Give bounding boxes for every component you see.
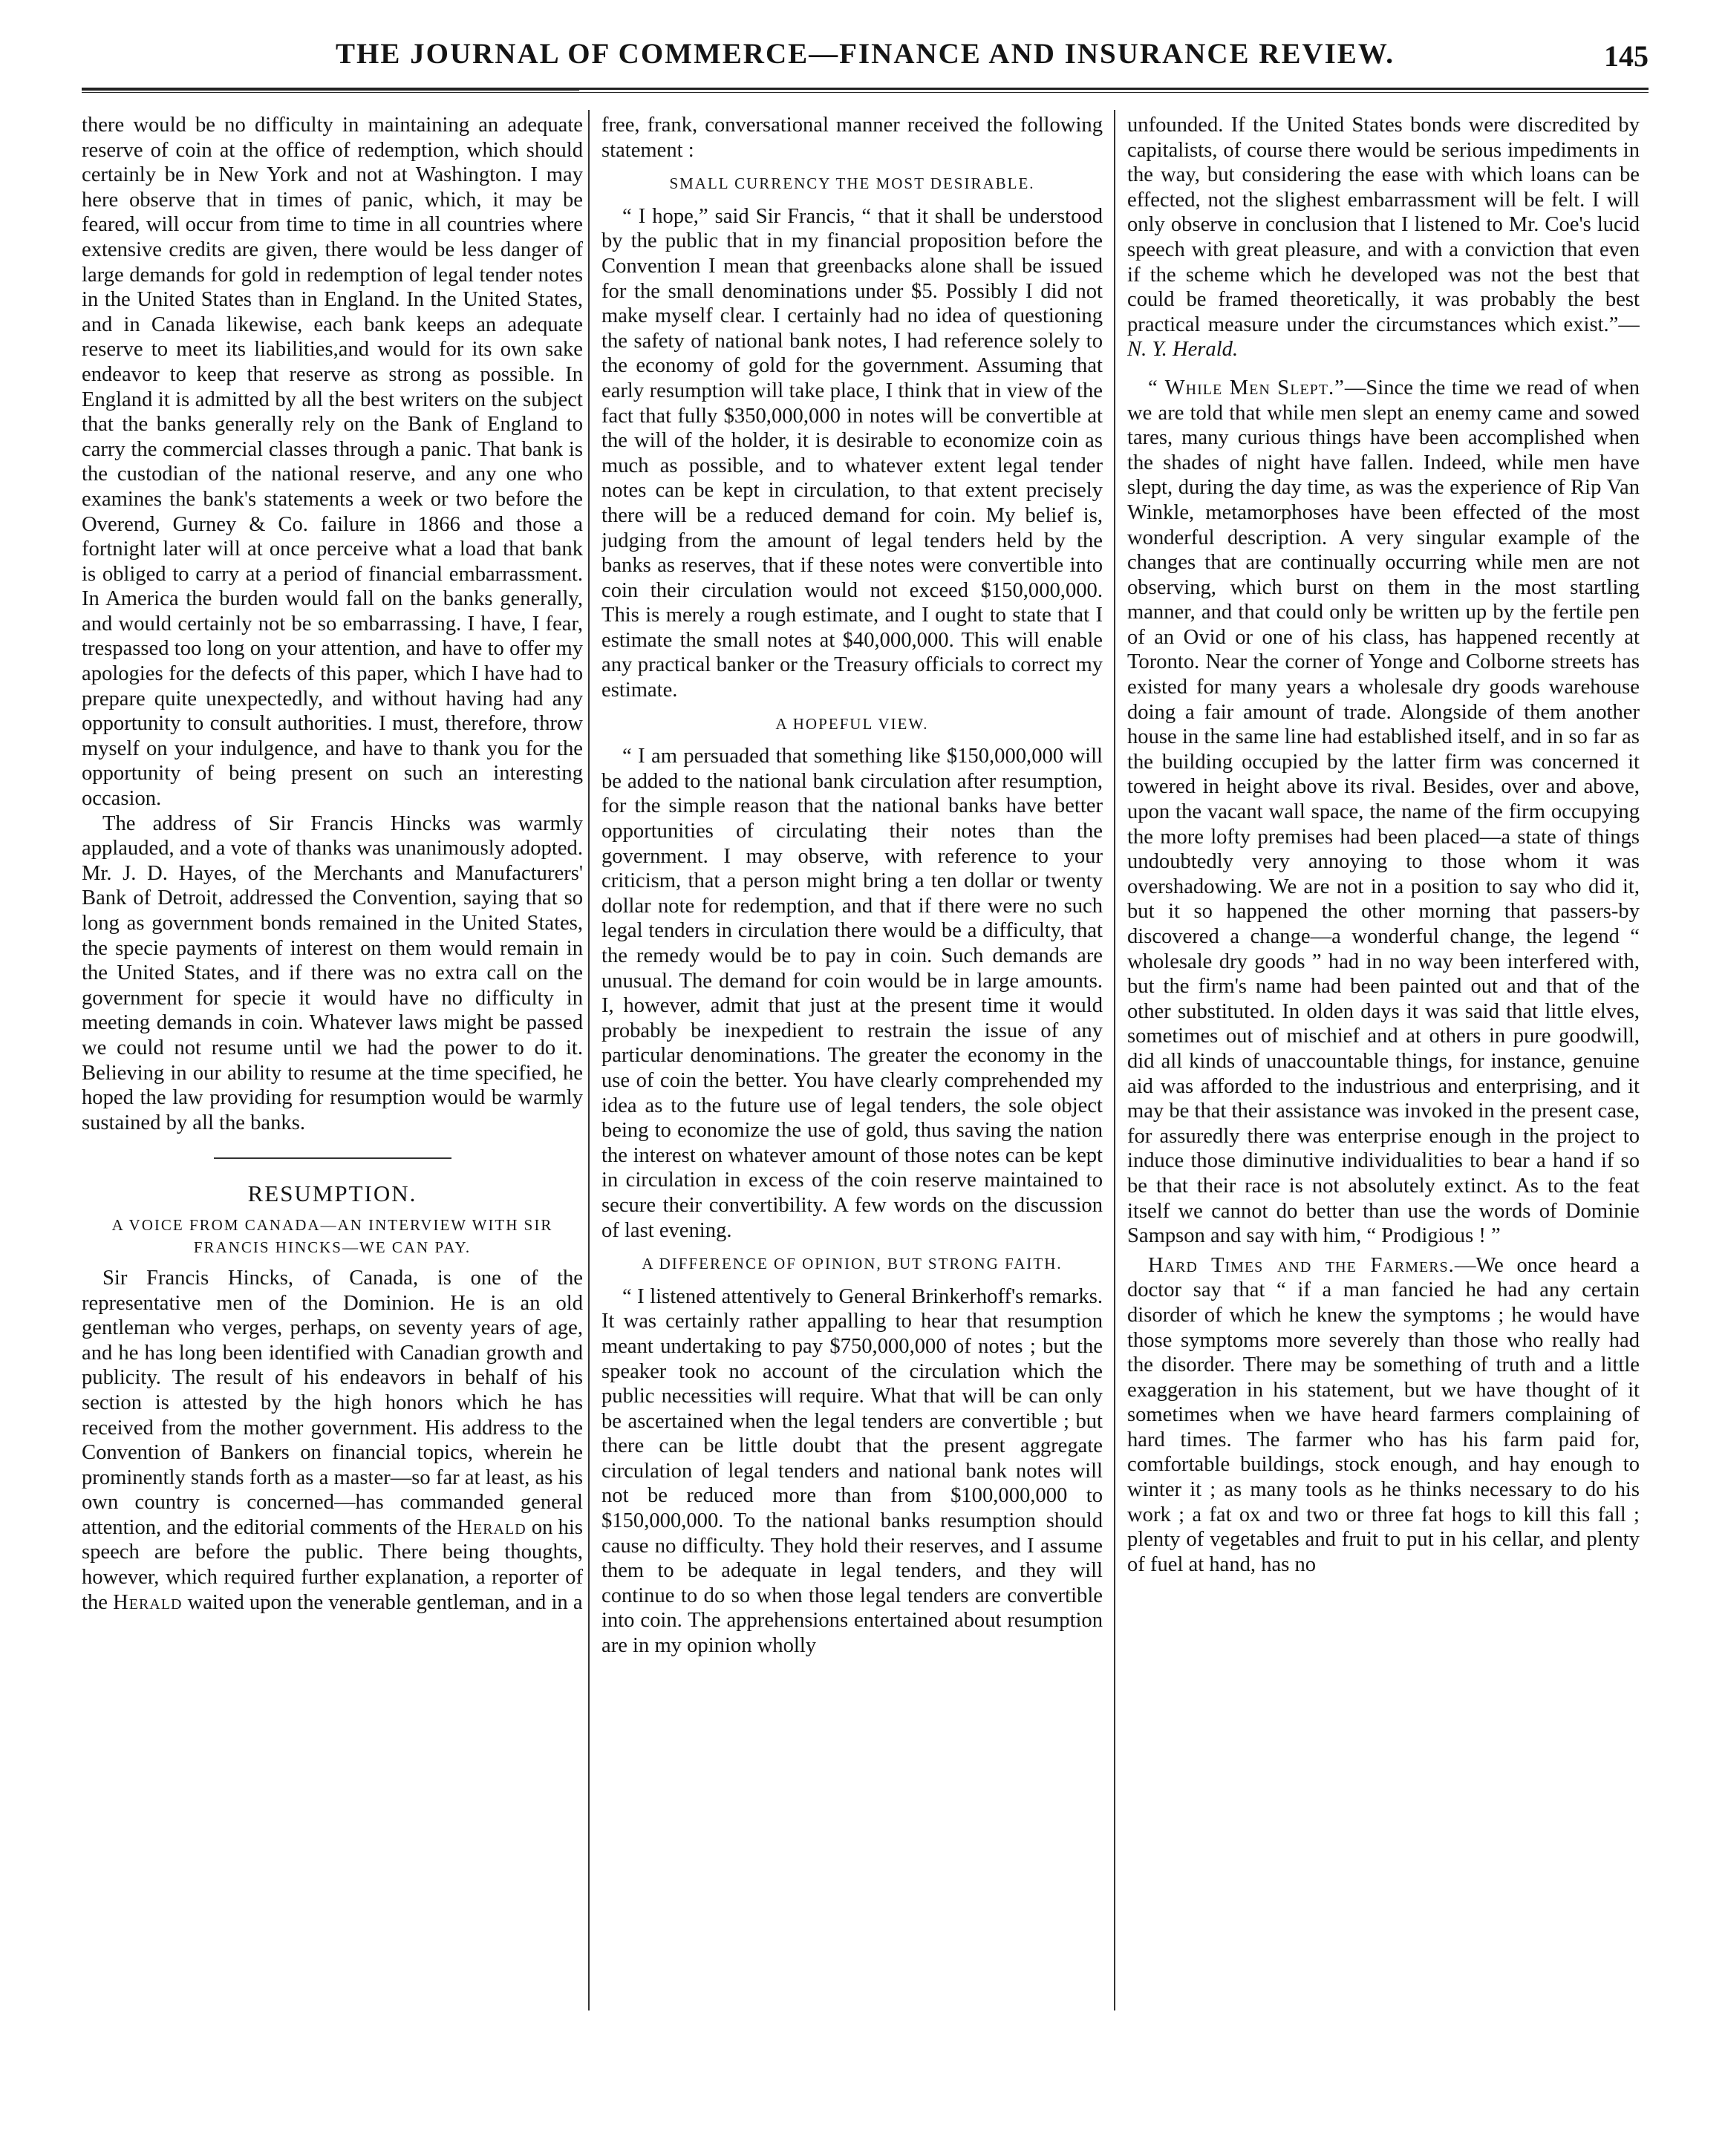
item-lead: “ While Men Slept.” <box>1148 376 1345 399</box>
running-title: THE JOURNAL OF COMMERCE—FINANCE AND INSURANCE REVIEW. <box>336 38 1395 70</box>
paragraph-text: waited upon the venerable gentleman, and in a <box>187 1590 583 1614</box>
subheading: A HOPEFUL VIEW. <box>775 714 929 733</box>
column-3 <box>1127 113 1640 2013</box>
column-divider-1 <box>588 110 590 2010</box>
column-2 <box>601 113 1103 2013</box>
section-title: RESUMPTION. <box>247 1180 417 1207</box>
paragraph-text: —Since the time we read of when we are told that while men slept an enemy came and sowed tares, many curious things have been accomplished when the shades of night have fallen. Indeed, while men have slept, during the day time, as was the experience of Rip Van Winkle, metamorphoses have been effected of the most wonderful description. A very singular example of the changes that are continually occurring while men are not observing, which burst on them in the most startling manner, and that could only be written up by the fertile pen of an Ovid or one of his class, has happened recently at Toronto. Near the corner of Yonge and Colborne streets has existed for many years a wholesale dry goods warehouse doing a fair amount of trade. Alongside of them another house in the same line had established itself, and in so far as the building occupied by the latter firm was concerned it towered in height above its rival. Besides, over and above, upon the vacant wall space, the name of the firm occupying the more lofty premises had been placed—a state of things undoubtedly very annoying to those whom it was overshadowing. We are not in a position to say who did it, but it so happened the other morning that passers-by discovered a change—a wonderful change, the legend “ wholesale dry goods ” had in no way been interfered with, but the firm's name had been painted out and that of the other substituted. In olden days it was said that little elves, sometimes out of mischief and at others in pure goodwill, did all kinds of unaccountable things, for instance, genuine aid was afforded to the industrious and enterprising, and it may be that their assistance was invoked in the present case, for assuredly there was enterprise enough in the project to induce those diminutive individualities to bear a hand if so be that their race is not absolutely extinct. As to the feat itself we cannot do better than use the words of Dominie Sampson and say with him, “ Prodigious ! ” <box>1127 376 1640 1248</box>
paragraph <box>1127 376 1640 1249</box>
paragraph-text: Sir Francis Hincks, of Canada, is one of the representative men of the Dominion. He is an old gentleman who verges, perhaps, on seventy years of age, and he has long been identified with Canadian growth and publicity. The result of his endeavors in behalf of his section is attested by the high honors which he has received from the mother government. His address to the Convention of Bankers on financial topics, wherein he prominently stands forth as a master—so far at least, as his own country is concerned—has commanded general attention, and the editorial comments of the <box>82 1266 583 1539</box>
page-header <box>82 37 1649 82</box>
source-credit: N. Y. Herald. <box>1127 338 1239 362</box>
paragraph <box>82 1266 583 1615</box>
paragraph <box>1127 113 1640 362</box>
section-divider <box>214 1157 451 1159</box>
subheading: A DIFFERENCE OF OPINION, BUT STRONG FAITH. <box>642 1255 1063 1273</box>
paragraph: “ I am persuaded that something like $150,000,000 will be added to the national bank circulation after resumption, for the simple reason that the national banks have better opportunities of circulating their notes than the government. I may observe, with reference to your criticism, that a person might bring a ten dollar or twenty dollar note for redemption, and that if there were no such legal tenders in circulation there would be a difficulty, that the remedy would be to pay in coin. Such demands are unusual. The demand for coin would be in large amounts. I, however, admit that just at the present time it would probably be inexpedient to restrain the issue of any particular denominations. The greater the economy in the use of coin the better. You have clearly comprehended my idea as to the future use of legal tenders, the sole object being to economize the use of gold, thus saving the nation the interest on whatever amount of those notes can be kept in circulation in excess of the coin reserve maintained to secure their convertibility. A few words on the discussion of last evening. <box>601 745 1103 1242</box>
paragraph: The address of Sir Francis Hincks was warmly applauded, and a vote of thanks was unanimously adopted. Mr. J. D. Hayes, of the Merchants and Manufacturers' Bank of Detroit, addressed the Convention, saying that so long as government bonds remained in the United States, the specie payments of interest on them would remain in the United States, and if there was no extra call on the government for specie it would have no difficulty in meeting demands in coin. Whatever laws might be passed we could not resume until we had the power to do it. Believing in our ability to resume at the time specified, he hoped the law providing for resumption would be warmly sustained by all the banks. <box>82 811 583 1134</box>
paragraph: there would be no difficulty in maintaining an adequate reserve of coin at the office of redemption, which should certainly be in New York and not at Washington. I may here observe that in times of panic, which, it may be feared, will occur from time to time in all countries where extensive credits are given, there would be less danger of large demands for gold in redemption of legal tender notes in the United States than in England. In the United States, and in Canada likewise, each bank keeps an adequate reserve to meet its liabilities,and would for its own sake endeavor to keep that reserve as strong as possible. In England it is admitted by all the best writers on the subject that the banks generally rely on the Bank of England to carry the commercial classes through a panic. That bank is the custodian of the national reserve, and any one who examines the bank's statements a week or two before the Overend, Gurney & Co. failure in 1866 and those a fortnight later will at once perceive what a load that bank is obliged to carry at a period of financial embarrassment. In America the burden would fall on the banks generally, and would certainly not be so embarrassing. I have, I fear, trespassed too long on your attention, and have to offer my apologies for the defects of this paper, which I have had to prepare quite unexpectedly, and without having had any opportunity to consult authorities. I must, therefore, throw myself on your indulgence, and have to thank you for the opportunity of being present on such an interesting occasion. <box>82 114 583 811</box>
column-1 <box>82 113 583 2013</box>
section-deck: A VOICE FROM CANADA—AN INTERVIEW WITH SIR FRANCIS HINCKS—WE CAN PAY. <box>111 1215 553 1256</box>
paragraph-text: —We once heard a doctor say that “ if a man fancied he had any certain disorder of which he knew the symptoms ; he would have those symptoms more severely than those who really had the disorder. There may be something of truth and a little exaggeration in his statement, but we have thought of it sometimes when we have heard farmers complaining of hard times. The farmer who has his farm paid for, comfortable buildings, stock enough, and hay enough to winter it ; as many tools as he thinks necessary to do his work ; a fat ox and two or three fat hogs to kill this fall ; plenty of vegetables and fruit to put in his cellar, and plenty of fuel at hand, has no <box>1127 1253 1640 1576</box>
paragraph-text: unfounded. If the United States bonds were discredited by capitalists, of course there would be serious impediments in the way, but considering the ease with which loans can be effected, not the slighest embarrassment will be felt. I will only observe in conclusion that I listened to Mr. Coe's lucid speech with great pleasure, and with a conviction that even if the scheme which he developed was not the best that could be framed theoretically, it was probably the best practical measure under the circumstances which exist.”— <box>1127 114 1640 336</box>
paragraph-text: on his speech are before the public. There being thoughts, however, which required further explanation, a reporter of the <box>82 1515 583 1614</box>
paragraph <box>1127 1253 1640 1578</box>
paragraph: “ I hope,” said Sir Francis, “ that it shall be understood by the public that in my financial proposition before the Convention I mean that greenbacks alone shall be issued for the small denominations under $5. Possibly I did not make myself clear. I certainly had no idea of questioning the safety of national bank notes, I had reference solely to the economy of gold for the government. Assuming that early resumption will take place, I think that in view of the fact that fully $350,000,000 in notes will be convertible at the will of the holder, it is desirable to economize coin as much as possible, and to whatever extent legal tender notes can be kept in circulation, to that extent precisely there will be a reduced demand for coin. My belief is, judging from the amount of legal tenders held by the banks as reserves, that if these notes were convertible into coin their circulation would not exceed $150,000,000. This is merely a rough estimate, and I ought to state that I estimate the small notes at $40,000,000. This will enable any practical banker or the Treasury officials to correct my estimate. <box>601 204 1103 702</box>
item-lead: Hard Times and the Farmers. <box>1148 1253 1455 1277</box>
header-rule-thick <box>82 88 579 91</box>
paragraph: “ I listened attentively to General Brinkerhoff's remarks. It was certainly rather appalling to hear that resumption meant undertaking to pay $750,000,000 of notes ; but the speaker took no account of the circulation which the public necessities will require. What that will be can only be ascertained when the legal tenders are convertible ; but there can be little doubt that the present aggregate circulation of legal tenders and national bank notes will not be reduced more than from $100,000,000 to $150,000,000. To the national banks resumption should cause no difficulty. They hold their reserves, and I assume them to be adequate in legal tenders, and they will continue to do so when those legal tenders are convertible into coin. The apprehensions entertained about resumption are in my opinion wholly <box>601 1284 1103 1658</box>
herald-name: Herald <box>457 1515 526 1539</box>
column-divider-2 <box>1114 110 1115 2010</box>
subheading: SMALL CURRENCY THE MOST DESIRABLE. <box>669 174 1035 193</box>
paragraph: free, frank, conversational manner received the following statement : <box>601 114 1103 162</box>
herald-name: Herald <box>113 1590 183 1614</box>
page-number: 145 <box>1604 39 1649 73</box>
